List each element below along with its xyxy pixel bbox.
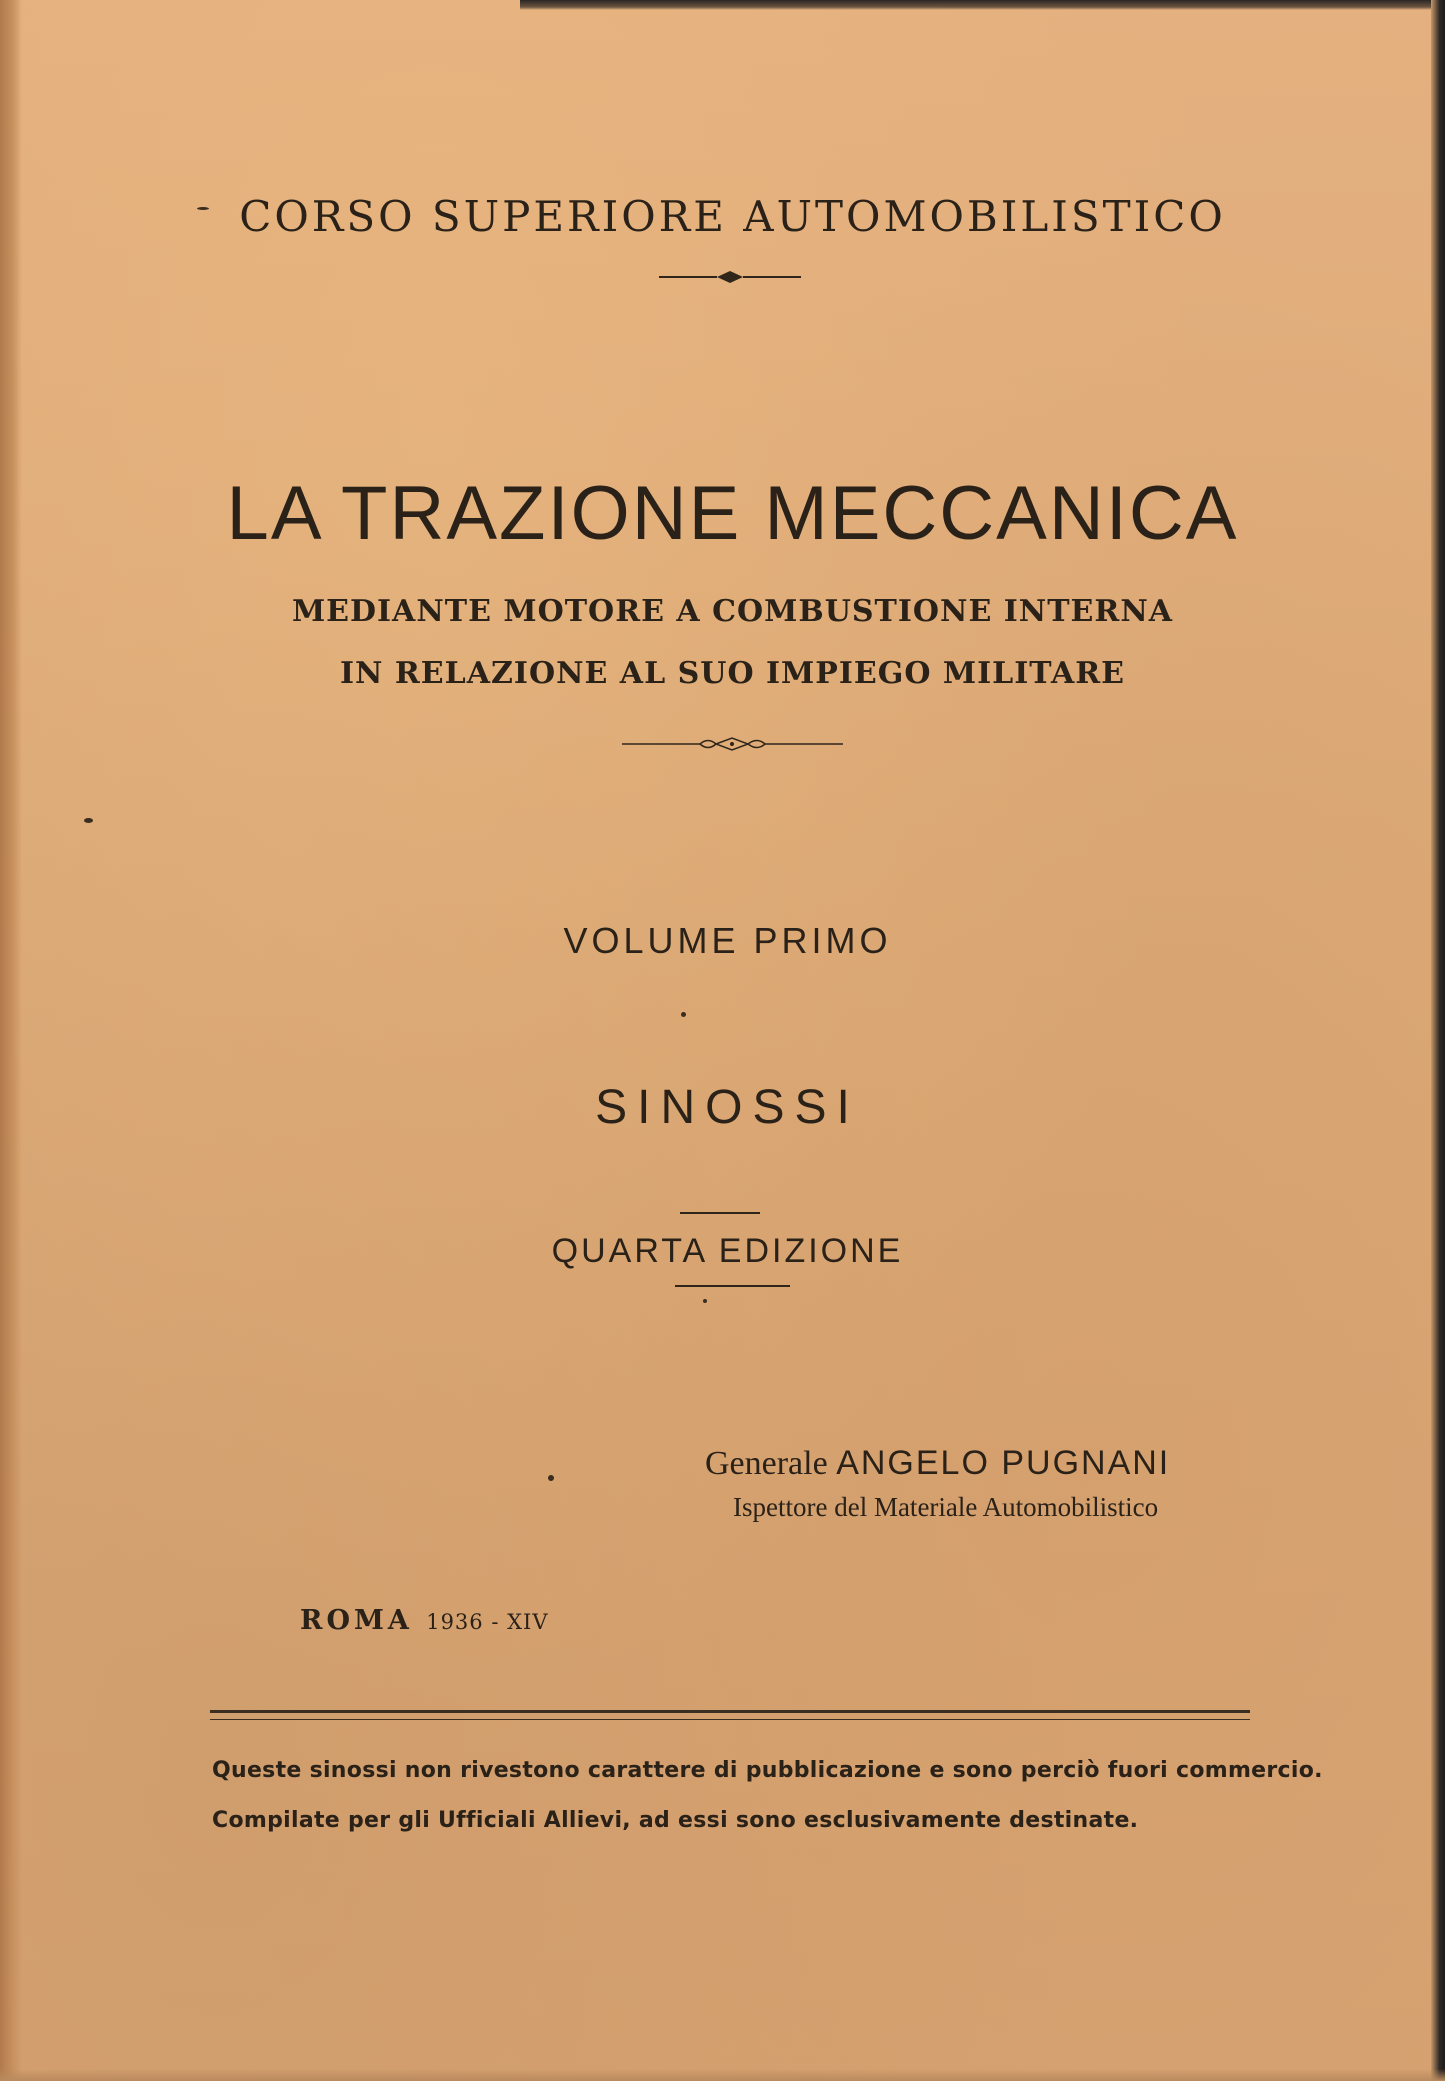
edition-rule-bottom: [675, 1285, 790, 1287]
subtitle-line-2: IN RELAZIONE AL SUO IMPIEGO MILITARE: [339, 656, 1126, 691]
author-role: Ispettore del Materiale Automobilistico: [733, 1492, 1159, 1522]
series-title: CORSO SUPERIORE AUTOMOBILISTICO: [239, 192, 1226, 241]
cover-top-edge: [520, 0, 1445, 10]
cover-left-edge: [0, 0, 22, 2081]
paper-blemish: [548, 1475, 554, 1481]
book-title: LA TRAZIONE MECCANICA: [226, 471, 1239, 556]
subtitle-line-1: MEDIANTE MOTORE A COMBUSTIONE INTERNA: [291, 594, 1174, 629]
ink-speck: [703, 1299, 707, 1303]
author-rank: Generale: [705, 1445, 828, 1482]
notice-divider: [210, 1710, 1250, 1720]
edition-rule-top: [680, 1212, 760, 1214]
section-heading: SINOSSI: [595, 1081, 860, 1134]
cover-bottom-edge: [0, 2069, 1445, 2081]
author-name: ANGELO PUGNANI: [836, 1444, 1171, 1482]
author-line: [705, 1444, 1170, 1483]
paper-blemish: [84, 818, 93, 823]
edition-label: QUARTA EDIZIONE: [551, 1232, 904, 1270]
imprint-year: 1936 - XIV: [426, 1610, 549, 1634]
notice-line-2: Compilate per gli Ufficiali Allievi, ad essi sono esclusivamente destinate.: [212, 1808, 1139, 1833]
ornament-rule-top: [655, 262, 805, 292]
volume-label: VOLUME PRIMO: [563, 920, 892, 961]
imprint-line: [300, 1605, 549, 1636]
notice-line-1: Queste sinossi non rivestono carattere di pubblicazione e sono perciò fuori commercio.: [212, 1758, 1323, 1783]
paper-blemish: [197, 207, 209, 210]
ink-speck: [681, 1012, 686, 1017]
cover-binding-edge: [1431, 0, 1445, 2081]
imprint-place: ROMA: [300, 1605, 413, 1636]
ornament-rule-middle: [620, 732, 845, 756]
